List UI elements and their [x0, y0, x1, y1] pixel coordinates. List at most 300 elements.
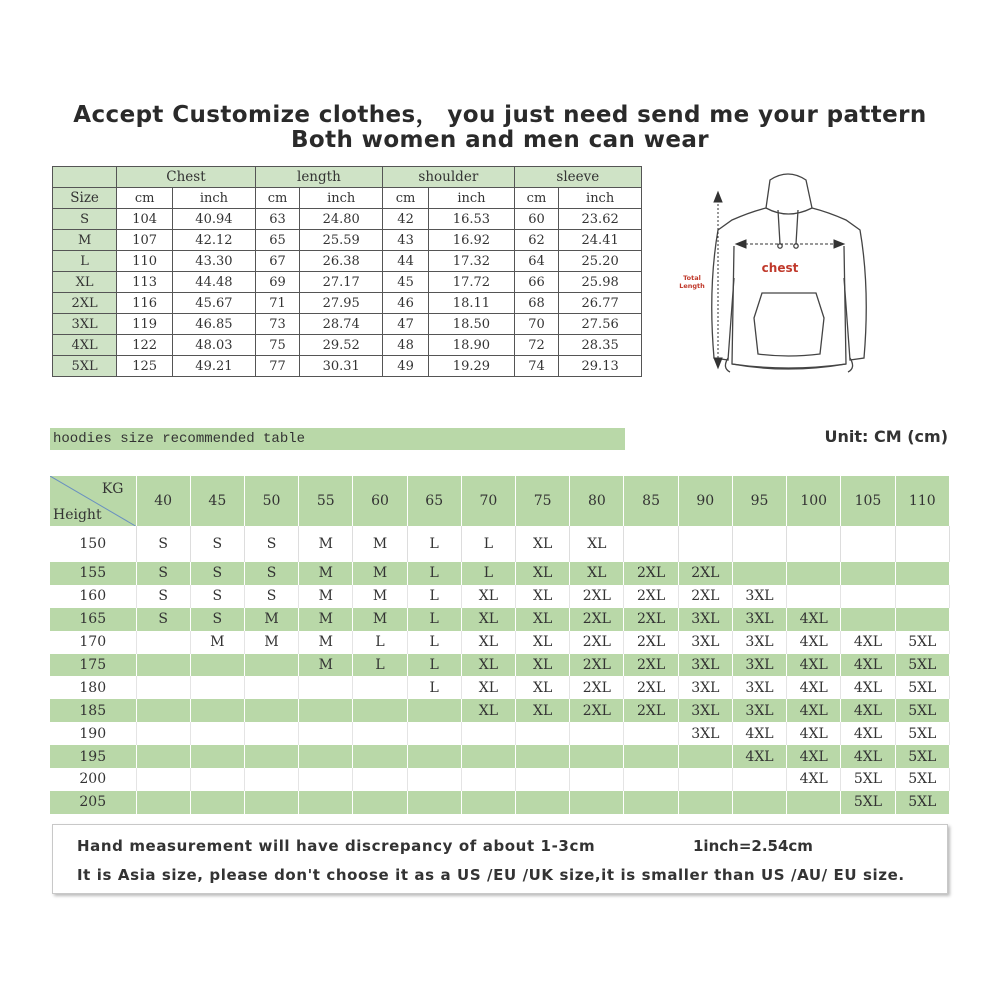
recommended-size-cell	[895, 585, 949, 608]
measurement-cell: 26.77	[559, 293, 642, 314]
measurement-cell: 62	[514, 230, 559, 251]
measurement-cell: 71	[255, 293, 300, 314]
recommended-size-cell	[190, 768, 244, 791]
recommended-size-cell: M	[244, 631, 298, 654]
size-cell: XL	[53, 272, 117, 293]
recommended-size-cell	[136, 654, 190, 677]
recommended-size-cell	[624, 526, 678, 562]
recommended-size-cell	[407, 722, 461, 745]
recommended-size-cell	[895, 526, 949, 562]
measurement-cell: 113	[117, 272, 173, 293]
measurement-cell: 24.80	[300, 209, 383, 230]
recommended-size-cell	[353, 791, 407, 814]
recommended-size-cell: XL	[461, 631, 515, 654]
weight-header-cell: 50	[244, 476, 298, 526]
recommended-size-cell: M	[353, 562, 407, 585]
recommended-size-cell	[299, 722, 353, 745]
recommended-size-cell: XL	[516, 699, 570, 722]
unit-header: cm	[383, 188, 429, 209]
recommended-size-cell: M	[299, 654, 353, 677]
height-row	[50, 791, 950, 814]
recommended-size-cell: 2XL	[624, 631, 678, 654]
measurement-cell: 17.72	[429, 272, 515, 293]
recommended-size-cell: M	[299, 608, 353, 631]
height-cell: 155	[50, 562, 136, 585]
measurement-cell: 18.11	[429, 293, 515, 314]
headline-line-2: Both women and men can wear	[290, 127, 710, 153]
recommended-size-cell: 2XL	[570, 654, 624, 677]
recommended-size-cell: 4XL	[787, 768, 841, 791]
recommended-size-cell	[516, 768, 570, 791]
weight-header-cell: 65	[407, 476, 461, 526]
recommended-size-cell	[624, 791, 678, 814]
measurement-cell: 26.38	[300, 251, 383, 272]
recommended-size-cell: S	[244, 526, 298, 562]
measurement-cell: 24.41	[559, 230, 642, 251]
recommended-size-cell	[136, 631, 190, 654]
measurement-cell: 48	[383, 335, 429, 356]
height-cell: 195	[50, 745, 136, 768]
recommended-size-cell: XL	[461, 585, 515, 608]
recommended-size-cell: 3XL	[732, 631, 786, 654]
size-row	[53, 335, 642, 356]
recommended-size-cell	[678, 768, 732, 791]
recommended-size-cell: 4XL	[787, 654, 841, 677]
recommended-size-cell	[190, 722, 244, 745]
measurement-cell: 19.29	[429, 356, 515, 377]
measurement-cell: 42	[383, 209, 429, 230]
recommended-size-cell: 2XL	[624, 585, 678, 608]
recommended-size-cell: 2XL	[624, 676, 678, 699]
recommended-size-cell: 4XL	[841, 745, 895, 768]
recommended-size-cell: S	[244, 585, 298, 608]
size-cell: 3XL	[53, 314, 117, 335]
height-row	[50, 562, 950, 585]
recommended-size-cell	[895, 608, 949, 631]
size-row	[53, 209, 642, 230]
recommended-size-cell: L	[407, 608, 461, 631]
recommended-size-cell: XL	[570, 526, 624, 562]
measurement-cell: 46.85	[173, 314, 256, 335]
size-table-group-row	[53, 167, 642, 188]
recommended-size-cell: 4XL	[787, 722, 841, 745]
size-cell: 2XL	[53, 293, 117, 314]
measurement-cell: 74	[514, 356, 559, 377]
weight-header-cell: 55	[299, 476, 353, 526]
recommended-size-cell: XL	[516, 526, 570, 562]
measurement-cell: 25.98	[559, 272, 642, 293]
recommended-size-cell	[190, 676, 244, 699]
unit-header: inch	[559, 188, 642, 209]
recommended-size-cell: 3XL	[678, 699, 732, 722]
recommended-size-cell: L	[407, 562, 461, 585]
recommended-size-cell: XL	[461, 676, 515, 699]
recommended-size-cell: M	[299, 562, 353, 585]
height-cell: 205	[50, 791, 136, 814]
measurement-cell: 107	[117, 230, 173, 251]
recommended-size-cell	[787, 585, 841, 608]
size-row	[53, 230, 642, 251]
recommended-size-cell: L	[353, 631, 407, 654]
height-cell: 160	[50, 585, 136, 608]
recommended-size-cell: M	[299, 585, 353, 608]
recommended-size-cell	[244, 699, 298, 722]
weight-header-cell: 110	[895, 476, 949, 526]
recommended-size-cell: 2XL	[624, 654, 678, 677]
recommended-size-cell	[787, 562, 841, 585]
recommended-size-cell: 4XL	[732, 745, 786, 768]
size-row	[53, 272, 642, 293]
size-header: Size	[53, 188, 117, 209]
recommended-size-cell	[787, 791, 841, 814]
weight-header-cell: 40	[136, 476, 190, 526]
height-cell: 180	[50, 676, 136, 699]
measurement-cell: 65	[255, 230, 300, 251]
recommended-size-cell	[136, 791, 190, 814]
recommended-size-cell: S	[190, 526, 244, 562]
recommended-size-cell: 2XL	[570, 699, 624, 722]
recommended-size-cell: S	[136, 608, 190, 631]
recommended-size-cell: M	[353, 526, 407, 562]
measurement-cell: 69	[255, 272, 300, 293]
measurement-cell: 25.20	[559, 251, 642, 272]
height-cell: 170	[50, 631, 136, 654]
recommended-size-cell: 4XL	[787, 699, 841, 722]
recommended-size-cell	[678, 791, 732, 814]
height-row	[50, 676, 950, 699]
recommended-size-cell	[895, 562, 949, 585]
recommended-size-cell	[732, 791, 786, 814]
size-cell: 4XL	[53, 335, 117, 356]
measurement-cell: 66	[514, 272, 559, 293]
recommended-size-cell	[407, 768, 461, 791]
recommended-size-cell	[570, 722, 624, 745]
height-row	[50, 608, 950, 631]
recommended-size-cell: 5XL	[895, 722, 949, 745]
measurement-cell: 16.53	[429, 209, 515, 230]
recommended-size-cell: L	[407, 676, 461, 699]
recommended-size-cell	[244, 722, 298, 745]
recommended-size-cell	[624, 768, 678, 791]
recommended-size-cell	[516, 791, 570, 814]
measurement-cell: 27.56	[559, 314, 642, 335]
height-row	[50, 585, 950, 608]
measurement-cell: 25.59	[300, 230, 383, 251]
note-discrepancy: Hand measurement will have discrepancy of about 1-3cm	[77, 837, 596, 855]
height-label: Height	[53, 507, 102, 523]
weight-header-cell: 80	[570, 476, 624, 526]
measurement-cell: 40.94	[173, 209, 256, 230]
size-table-unit-row	[53, 188, 642, 209]
recommended-size-cell: S	[136, 562, 190, 585]
recommended-size-cell: L	[407, 631, 461, 654]
recommended-size-cell	[516, 722, 570, 745]
weight-header-cell: 60	[353, 476, 407, 526]
weight-header-cell: 95	[732, 476, 786, 526]
recommended-size-cell: M	[353, 585, 407, 608]
measurement-cell: 125	[117, 356, 173, 377]
measurement-cell: 16.92	[429, 230, 515, 251]
recommended-size-cell	[841, 585, 895, 608]
weight-header-cell: 100	[787, 476, 841, 526]
recommended-size-cell: XL	[461, 699, 515, 722]
recommended-size-cell	[244, 745, 298, 768]
recommended-size-cell: 2XL	[624, 699, 678, 722]
recommended-size-cell: 3XL	[678, 654, 732, 677]
recommended-size-cell	[732, 768, 786, 791]
recommended-size-cell: 3XL	[732, 654, 786, 677]
weight-header-row	[50, 476, 950, 526]
recommended-size-cell: L	[407, 654, 461, 677]
height-cell: 175	[50, 654, 136, 677]
size-cell: 5XL	[53, 356, 117, 377]
recommended-size-cell: 2XL	[570, 585, 624, 608]
weight-header-cell: 75	[516, 476, 570, 526]
recommended-size-cell: S	[244, 562, 298, 585]
recommended-size-cell: 2XL	[570, 608, 624, 631]
recommended-size-cell	[136, 676, 190, 699]
recommended-size-cell: XL	[570, 562, 624, 585]
recommended-size-cell: 3XL	[732, 676, 786, 699]
recommended-size-cell	[570, 791, 624, 814]
recommended-size-cell	[678, 526, 732, 562]
length-arrow-icon	[714, 192, 722, 368]
notes-box	[52, 824, 948, 894]
recommended-size-cell: S	[190, 585, 244, 608]
weight-header-cell: 85	[624, 476, 678, 526]
height-cell: 165	[50, 608, 136, 631]
recommended-size-cell: 2XL	[570, 631, 624, 654]
size-cell: M	[53, 230, 117, 251]
recommended-size-cell	[190, 791, 244, 814]
recommended-size-cell	[353, 676, 407, 699]
recommended-size-cell: 4XL	[841, 699, 895, 722]
size-row	[53, 251, 642, 272]
group-header-sleeve: sleeve	[514, 167, 641, 188]
recommended-size-cell: XL	[516, 608, 570, 631]
measurement-cell: 27.17	[300, 272, 383, 293]
recommended-size-cell: 2XL	[678, 562, 732, 585]
weight-header-cell: 105	[841, 476, 895, 526]
recommended-size-cell: XL	[461, 654, 515, 677]
recommended-size-cell: L	[461, 562, 515, 585]
measurement-cell: 63	[255, 209, 300, 230]
measurement-cell: 110	[117, 251, 173, 272]
recommended-size-cell: 3XL	[732, 699, 786, 722]
group-header-chest: Chest	[117, 167, 256, 188]
recommended-size-cell: 4XL	[787, 608, 841, 631]
height-row	[50, 745, 950, 768]
recommended-size-cell	[407, 791, 461, 814]
measurement-cell: 75	[255, 335, 300, 356]
recommended-size-cell	[244, 768, 298, 791]
recommended-size-cell: 3XL	[678, 631, 732, 654]
kg-label: KG	[101, 481, 124, 497]
recommended-size-cell: 2XL	[678, 585, 732, 608]
recommended-size-cell	[841, 562, 895, 585]
measurement-cell: 17.32	[429, 251, 515, 272]
recommended-size-cell	[732, 526, 786, 562]
measurement-cell: 42.12	[173, 230, 256, 251]
measurement-cell: 27.95	[300, 293, 383, 314]
recommended-size-cell	[299, 768, 353, 791]
height-cell: 150	[50, 526, 136, 562]
recommended-size-cell: M	[190, 631, 244, 654]
measurement-cell: 18.90	[429, 335, 515, 356]
recommended-size-cell: L	[353, 654, 407, 677]
recommended-size-cell: 5XL	[895, 791, 949, 814]
measurement-cell: 104	[117, 209, 173, 230]
recommended-size-cell: S	[190, 608, 244, 631]
measurement-cell: 77	[255, 356, 300, 377]
recommended-size-cell	[407, 699, 461, 722]
unit-header: inch	[173, 188, 256, 209]
recommended-size-cell: 5XL	[841, 768, 895, 791]
recommended-size-cell: 5XL	[841, 791, 895, 814]
recommended-size-cell: L	[407, 526, 461, 562]
size-row	[53, 356, 642, 377]
recommended-size-cell: M	[299, 526, 353, 562]
recommended-size-cell: 3XL	[732, 608, 786, 631]
recommended-size-cell: XL	[516, 585, 570, 608]
recommended-size-cell: 4XL	[841, 631, 895, 654]
recommended-size-cell: M	[353, 608, 407, 631]
height-row	[50, 699, 950, 722]
recommended-size-cell	[461, 745, 515, 768]
unit-header: cm	[514, 188, 559, 209]
measurement-cell: 29.13	[559, 356, 642, 377]
chest-arrow-icon	[736, 240, 844, 248]
recommended-size-cell: 5XL	[895, 631, 949, 654]
recommended-size-cell: 5XL	[895, 745, 949, 768]
hoodie-diagram	[670, 168, 895, 378]
recommended-size-cell	[136, 745, 190, 768]
measurement-cell: 44.48	[173, 272, 256, 293]
measurement-cell: 49.21	[173, 356, 256, 377]
height-row	[50, 654, 950, 677]
recommended-size-cell	[244, 791, 298, 814]
measurement-cell: 64	[514, 251, 559, 272]
recommended-size-cell	[516, 745, 570, 768]
recommended-size-cell: 4XL	[841, 654, 895, 677]
group-header-length: length	[255, 167, 382, 188]
measurement-cell: 45	[383, 272, 429, 293]
size-table-body	[53, 209, 642, 377]
recommended-size-cell	[353, 745, 407, 768]
recommended-size-cell	[353, 699, 407, 722]
total-length-label: Total	[683, 274, 701, 282]
recommended-size-cell	[299, 699, 353, 722]
recommended-size-cell: 2XL	[624, 562, 678, 585]
recommended-size-cell: L	[407, 585, 461, 608]
recommended-size-cell	[299, 791, 353, 814]
recommended-size-cell: 2XL	[624, 608, 678, 631]
recommended-size-cell	[299, 676, 353, 699]
unit-header: cm	[255, 188, 300, 209]
recommended-size-cell	[136, 699, 190, 722]
recommended-size-cell	[136, 722, 190, 745]
measurement-cell: 119	[117, 314, 173, 335]
recommended-size-cell	[190, 699, 244, 722]
recommended-size-cell	[353, 722, 407, 745]
recommended-size-cell: 4XL	[787, 745, 841, 768]
measurement-cell: 18.50	[429, 314, 515, 335]
recommend-table-body	[50, 476, 950, 814]
measurement-cell: 60	[514, 209, 559, 230]
size-cell: L	[53, 251, 117, 272]
recommend-size-table	[50, 476, 950, 814]
recommended-size-cell: 5XL	[895, 676, 949, 699]
height-cell: 185	[50, 699, 136, 722]
size-measurement-table	[52, 166, 642, 377]
height-row	[50, 526, 950, 562]
measurement-cell: 73	[255, 314, 300, 335]
recommended-size-cell: 4XL	[841, 722, 895, 745]
measurement-cell: 28.74	[300, 314, 383, 335]
note-asia-size: It is Asia size, please don't choose it as a US /EU /UK size,it is smaller than US /AU/ EU size.	[77, 866, 905, 884]
recommended-size-cell	[461, 722, 515, 745]
recommended-size-cell: 4XL	[787, 631, 841, 654]
weight-header-cell: 45	[190, 476, 244, 526]
measurement-cell: 46	[383, 293, 429, 314]
recommended-size-cell	[732, 562, 786, 585]
recommended-size-cell: 3XL	[678, 676, 732, 699]
height-row	[50, 631, 950, 654]
group-header-shoulder: shoulder	[383, 167, 515, 188]
recommended-size-cell: XL	[516, 676, 570, 699]
headline-line-1: Accept Customize clothes， you just need send me your pattern	[73, 102, 927, 128]
recommended-size-cell: 3XL	[732, 585, 786, 608]
recommended-size-cell: S	[190, 562, 244, 585]
recommended-size-cell	[136, 768, 190, 791]
recommend-table-label: hoodies size recommended table	[50, 428, 625, 450]
size-row	[53, 293, 642, 314]
recommended-size-cell: M	[299, 631, 353, 654]
recommended-size-cell	[353, 768, 407, 791]
recommended-size-cell	[299, 745, 353, 768]
height-row	[50, 768, 950, 791]
measurement-cell: 70	[514, 314, 559, 335]
measurement-cell: 47	[383, 314, 429, 335]
measurement-cell: 23.62	[559, 209, 642, 230]
recommended-size-cell	[787, 526, 841, 562]
unit-header: inch	[300, 188, 383, 209]
recommended-size-cell	[190, 745, 244, 768]
recommended-size-cell: 3XL	[678, 722, 732, 745]
recommended-size-cell	[461, 768, 515, 791]
recommended-size-cell	[624, 745, 678, 768]
size-cell: S	[53, 209, 117, 230]
recommended-size-cell: 2XL	[570, 676, 624, 699]
measurement-cell: 43	[383, 230, 429, 251]
recommended-size-cell: 4XL	[732, 722, 786, 745]
measurement-cell: 48.03	[173, 335, 256, 356]
unit-header: inch	[429, 188, 515, 209]
recommended-size-cell	[624, 722, 678, 745]
measurement-cell: 30.31	[300, 356, 383, 377]
measurement-cell: 29.52	[300, 335, 383, 356]
recommended-size-cell	[570, 768, 624, 791]
measurement-cell: 43.30	[173, 251, 256, 272]
unit-header: cm	[117, 188, 173, 209]
unit-label: Unit: CM (cm)	[824, 427, 948, 446]
recommended-size-cell	[678, 745, 732, 768]
measurement-cell: 122	[117, 335, 173, 356]
note-inch-conversion: 1inch=2.54cm	[693, 837, 813, 855]
recommended-size-cell: 3XL	[678, 608, 732, 631]
recommended-size-cell	[244, 654, 298, 677]
height-cell: 200	[50, 768, 136, 791]
